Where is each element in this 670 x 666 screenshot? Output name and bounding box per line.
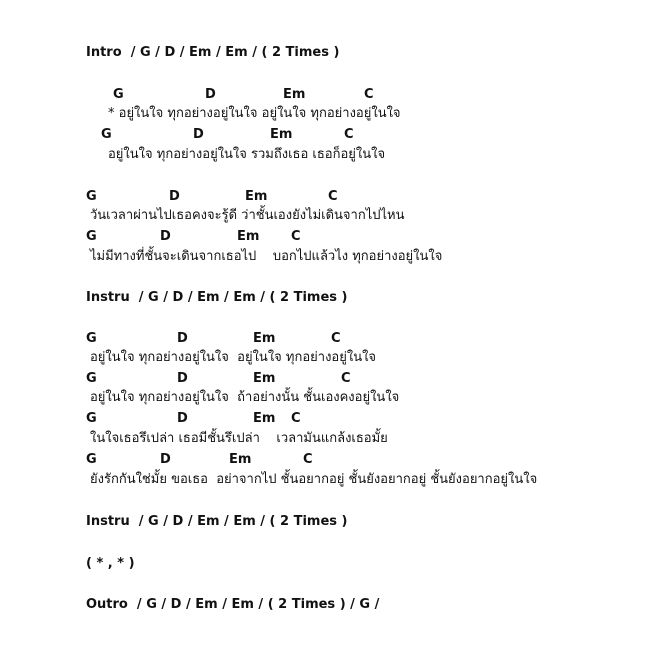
chord: G	[86, 229, 97, 244]
lyric-line: อยู่ในใจ ทุกอย่างอยู่ในใจ อยู่ในใจ ทุกอย่างอยู่ในใจ	[90, 350, 377, 365]
chord: C	[344, 127, 354, 142]
chord: D	[169, 189, 180, 204]
chord: C	[291, 411, 301, 426]
chord: G	[86, 411, 97, 426]
lyric-line: ยังรักกันใช่มั้ย ขอเธอ อย่าจากไป ชั้นอยากอยู่ ชั้นยังอยากอยู่ ชั้นยังอยากอยู่ในใจ	[90, 472, 538, 487]
chord: D	[160, 229, 171, 244]
instru-line: Instru / G / D / Em / Em / ( 2 Times )	[86, 514, 348, 529]
chord: Em	[283, 87, 306, 102]
chord: G	[86, 371, 97, 386]
chord: D	[177, 331, 188, 346]
chord: C	[341, 371, 351, 386]
chord: G	[101, 127, 112, 142]
repeat-line: ( * , * )	[86, 556, 135, 571]
instru-line: Instru / G / D / Em / Em / ( 2 Times )	[86, 290, 348, 305]
chord: C	[331, 331, 341, 346]
chord: C	[303, 452, 313, 467]
lyric-line: อยู่ในใจ ทุกอย่างอยู่ในใจ รวมถึงเธอ เธอก็อยู่ในใจ	[108, 147, 386, 162]
chord: D	[160, 452, 171, 467]
chord: G	[113, 87, 124, 102]
outro-line: Outro / G / D / Em / Em / ( 2 Times ) / G /	[86, 597, 380, 612]
lyric-line: อยู่ในใจ ทุกอย่างอยู่ในใจ ถ้าอย่างนั้น ชั้นเองคงอยู่ในใจ	[90, 390, 400, 405]
chord: Em	[270, 127, 293, 142]
intro-line: Intro / G / D / Em / Em / ( 2 Times )	[86, 45, 340, 60]
chord: G	[86, 189, 97, 204]
chord: Em	[253, 371, 276, 386]
chord: Em	[237, 229, 260, 244]
chord: Em	[253, 331, 276, 346]
chord: D	[205, 87, 216, 102]
chord: Em	[253, 411, 276, 426]
chord: G	[86, 452, 97, 467]
chord: G	[86, 331, 97, 346]
lyric-line: วันเวลาผ่านไปเธอคงจะรู้ดี ว่าชั้นเองยังไม่เดินจากไปไหน	[90, 208, 405, 223]
lyric-line: ในใจเธอรึเปล่า เธอมีชั้นรึเปล่า เวลามันแกล้งเธอมั้ย	[90, 431, 388, 446]
chord: D	[177, 411, 188, 426]
chord: D	[193, 127, 204, 142]
chord: C	[291, 229, 301, 244]
lyric-line: * อยู่ในใจ ทุกอย่างอยู่ในใจ อยู่ในใจ ทุกอย่างอยู่ในใจ	[108, 106, 401, 121]
chord: Em	[245, 189, 268, 204]
chord: Em	[229, 452, 252, 467]
chord: D	[177, 371, 188, 386]
chord: C	[364, 87, 374, 102]
lyric-line: ไม่มีทางที่ชั้นจะเดินจากเธอไป บอกไปแล้วไง ทุกอย่างอยู่ในใจ	[90, 249, 443, 264]
chord: C	[328, 189, 338, 204]
